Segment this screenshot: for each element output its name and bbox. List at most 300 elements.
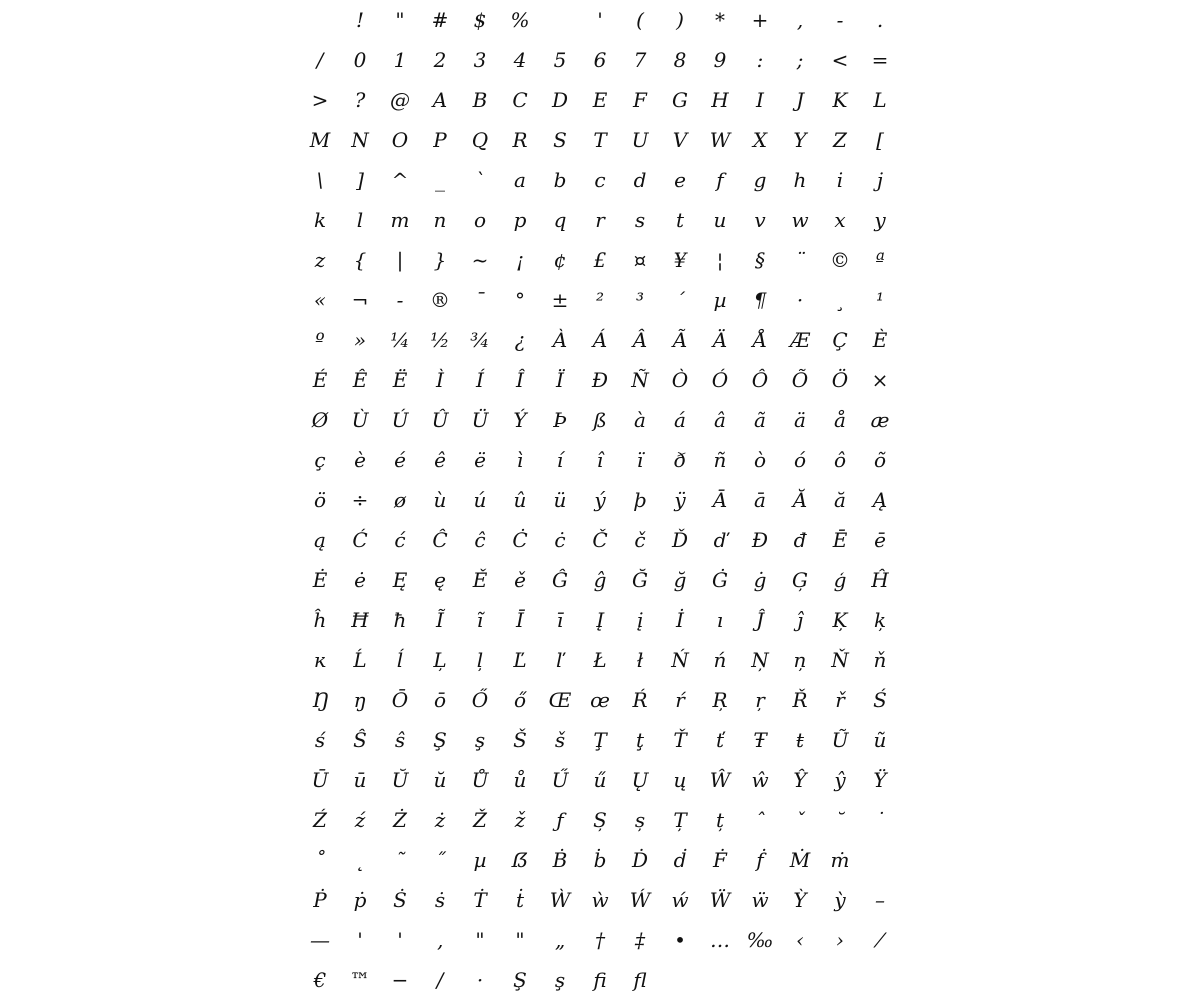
glyph-cell: ¿ (514, 328, 526, 352)
glyph-cell: M (309, 128, 331, 152)
glyph-cell: 5 (553, 48, 567, 72)
glyph-cell: ˘ (835, 808, 845, 832)
glyph-cell: ć (394, 528, 406, 552)
glyph-cell: m (390, 208, 410, 232)
glyph-cell: Ħ (351, 608, 369, 632)
glyph-cell: ' (597, 8, 603, 32)
glyph-cell: Õ (791, 368, 809, 392)
glyph-cell: » (353, 328, 367, 352)
glyph-cell: O (391, 128, 409, 152)
glyph-cell: Ř (792, 688, 808, 712)
glyph-cell: ½ (430, 328, 450, 352)
glyph-cell: r (595, 208, 605, 232)
glyph-cell: / (316, 48, 324, 72)
glyph-cell: Î (516, 368, 524, 392)
glyph-cell: 8 (673, 48, 687, 72)
glyph-cell: - (836, 8, 844, 32)
glyph-cell: ¡ (515, 248, 525, 272)
glyph-cell: ˝ (435, 848, 445, 872)
glyph-cell: å (834, 408, 846, 432)
glyph-cell: _ (435, 168, 445, 192)
glyph-cell: Ú (391, 408, 409, 432)
glyph-cell: Ẃ (629, 888, 651, 912)
glyph-cell: , (796, 8, 804, 32)
glyph-cell: b (553, 168, 567, 192)
glyph-cell: Ņ (751, 648, 769, 672)
glyph-cell: à (634, 408, 646, 432)
glyph-cell: ¸ (835, 288, 845, 312)
glyph-cell: " (395, 8, 405, 32)
glyph-cell: û (513, 488, 527, 512)
glyph-cell: ţ (635, 728, 645, 752)
glyph-cell: ž (514, 808, 526, 832)
glyph-cell: Ý (513, 408, 527, 432)
glyph-cell: Ś (873, 688, 887, 712)
glyph-cell: Ț (673, 808, 687, 832)
glyph-cell: ‡ (635, 928, 645, 952)
glyph-cell: ™ (350, 968, 370, 992)
glyph-cell: ( (636, 8, 644, 32)
glyph-cell: ń (713, 648, 727, 672)
glyph-cell: ˜ (395, 848, 405, 872)
glyph-cell: F (633, 88, 647, 112)
glyph-cell: ě (514, 568, 526, 592)
glyph-cell: ť (715, 728, 725, 752)
glyph-cell: ĉ (474, 528, 486, 552)
glyph-cell: Ĩ (436, 608, 444, 632)
glyph-cell: ẃ (671, 888, 689, 912)
glyph-cell: · (796, 288, 804, 312)
glyph-cell: µ (473, 848, 487, 872)
glyph-cell: . (876, 8, 884, 32)
glyph-cell: Á (592, 328, 608, 352)
glyph-cell: ḃ (593, 848, 607, 872)
glyph-cell: Æ (789, 328, 811, 352)
glyph-cell: Ö (831, 368, 849, 392)
glyph-cell: Q (471, 128, 489, 152)
glyph-cell: 7 (633, 48, 647, 72)
glyph-cell: Ā (712, 488, 728, 512)
glyph-cell: ũ (873, 728, 887, 752)
glyph-cell: ĝ (593, 568, 607, 592)
glyph-cell: ¯ (475, 288, 485, 312)
glyph-cell: è (354, 448, 366, 472)
glyph-cell: ƒ (556, 808, 564, 832)
glyph-cell: | (396, 248, 404, 272)
glyph-cell: Ė (312, 568, 328, 592)
glyph-cell: ¨ (795, 248, 805, 272)
glyph-cell: ħ (393, 608, 407, 632)
glyph-cell: « (313, 288, 327, 312)
glyph-cell: þ (633, 488, 647, 512)
glyph-cell: ā (754, 488, 766, 512)
glyph-cell: ŧ (795, 728, 805, 752)
glyph-cell: q (553, 208, 567, 232)
glyph-cell: Ó (711, 368, 729, 392)
glyph-cell: ö (313, 488, 327, 512)
glyph-cell: \ (316, 168, 324, 192)
glyph-cell: v (754, 208, 766, 232)
glyph-cell: + (751, 8, 769, 32)
glyph-cell: č (634, 528, 646, 552)
glyph-cell: − (391, 968, 409, 992)
glyph-cell: ō (433, 688, 447, 712)
glyph-cell: u (713, 208, 727, 232)
glyph-cell: ﬂ (633, 968, 647, 992)
glyph-cell: Ṁ (789, 848, 811, 872)
glyph-cell: ū (353, 768, 367, 792)
glyph-cell: ļ (476, 648, 484, 672)
glyph-cell: İ (676, 608, 684, 632)
glyph-cell: µ (713, 288, 727, 312)
glyph-cell: Ē (832, 528, 848, 552)
glyph-cell: é (394, 448, 406, 472)
glyph-cell: Ş (513, 968, 527, 992)
glyph-cell: ş (474, 728, 486, 752)
glyph-cell: đ (793, 528, 807, 552)
glyph-cell: Ø (311, 408, 329, 432)
glyph-cell: } (433, 248, 447, 272)
glyph-cell: Ě (472, 568, 488, 592)
glyph-cell: Ġ (712, 568, 728, 592)
glyph-cell: € (313, 968, 327, 992)
glyph-cell: D (551, 88, 569, 112)
glyph-cell (300, 0, 340, 40)
glyph-cell: â (714, 408, 726, 432)
glyph-cell: 6 (593, 48, 607, 72)
glyph-cell: ¹ (875, 288, 885, 312)
glyph-cell: E (592, 88, 608, 112)
glyph-grid (300, 0, 900, 1000)
glyph-cell: º (315, 328, 325, 352)
glyph-cell: Ô (751, 368, 769, 392)
glyph-cell: Ș (593, 808, 607, 832)
glyph-cell: ® (430, 288, 450, 312)
glyph-cell: Ą (872, 488, 888, 512)
glyph-cell: ð (673, 448, 687, 472)
glyph-cell: Ÿ (873, 768, 887, 792)
glyph-cell: õ (873, 448, 887, 472)
glyph-cell: t (675, 208, 685, 232)
glyph-cell: 2 (433, 48, 447, 72)
glyph-cell: È (872, 328, 888, 352)
glyph-cell: f (716, 168, 724, 192)
glyph-cell: Č (592, 528, 608, 552)
glyph-cell: ĩ (476, 608, 484, 632)
glyph-cell: ¥ (673, 248, 687, 272)
glyph-cell: Ş (433, 728, 447, 752)
glyph-cell: j (876, 168, 884, 192)
glyph-cell: Ŕ (632, 688, 648, 712)
glyph-cell: ŵ (751, 768, 769, 792)
glyph-cell: Ŝ (353, 728, 367, 752)
glyph-cell: L (873, 88, 887, 112)
glyph-cell: ĵ (796, 608, 804, 632)
glyph-cell: * (715, 8, 725, 32)
glyph-cell: ! (355, 8, 365, 32)
glyph-cell: ‹ (796, 928, 804, 952)
glyph-cell: ô (833, 448, 847, 472)
glyph-cell: Ĝ (552, 568, 568, 592)
glyph-cell: Ź (313, 808, 327, 832)
glyph-cell: ī (556, 608, 564, 632)
glyph-cell: Ẅ (709, 888, 731, 912)
glyph-cell: ģ (833, 568, 847, 592)
glyph-cell: k (313, 208, 327, 232)
glyph-cell: Ŷ (793, 768, 807, 792)
glyph-cell: Å (752, 328, 768, 352)
glyph-cell: Ṗ (313, 888, 327, 912)
glyph-cell: ḋ (673, 848, 687, 872)
glyph-cell: ² (595, 288, 605, 312)
glyph-cell: ß (593, 408, 607, 432)
glyph-cell: £ (593, 248, 607, 272)
glyph-cell: 9 (713, 48, 727, 72)
glyph-cell: n (433, 208, 447, 232)
glyph-cell: ∕ (436, 968, 444, 992)
glyph-cell: R (512, 128, 528, 152)
glyph-cell: ț (715, 808, 725, 832)
glyph-cell: Û (431, 408, 449, 432)
glyph-cell: ` (475, 168, 485, 192)
glyph-cell: I (756, 88, 764, 112)
glyph-cell: Ų (631, 768, 649, 792)
glyph-cell: Ę (392, 568, 408, 592)
glyph-cell: ẁ (591, 888, 609, 912)
glyph-cell: į (636, 608, 644, 632)
glyph-cell: ă (834, 488, 846, 512)
glyph-cell: ş (554, 968, 566, 992)
glyph-cell: ¶ (753, 288, 767, 312)
glyph-cell: 1 (393, 48, 407, 72)
glyph-cell: ď (713, 528, 727, 552)
glyph-cell: ä (794, 408, 806, 432)
glyph-cell: ¦ (716, 248, 724, 272)
glyph-cell: ṁ (830, 848, 850, 872)
glyph-cell: J (795, 88, 805, 112)
glyph-cell: Ĵ (755, 608, 765, 632)
glyph-cell: ğ (673, 568, 687, 592)
glyph-cell: ¢ (553, 248, 567, 272)
glyph-cell: Ê (352, 368, 368, 392)
glyph-cell: ŭ (433, 768, 447, 792)
glyph-cell: P (433, 128, 447, 152)
glyph-cell: î (596, 448, 604, 472)
glyph-cell: ⁄ (878, 928, 882, 952)
glyph-cell: æ (870, 408, 890, 432)
glyph-cell: 0 (353, 48, 367, 72)
glyph-cell: ű (593, 768, 607, 792)
glyph-cell: a (514, 168, 526, 192)
glyph-cell: # (431, 8, 449, 32)
glyph-cell: ñ (713, 448, 727, 472)
glyph-cell: í (556, 448, 564, 472)
glyph-cell: Ć (352, 528, 368, 552)
glyph-cell: ^ (391, 168, 409, 192)
glyph-cell: ˇ (795, 808, 805, 832)
glyph-cell: Z (833, 128, 847, 152)
glyph-cell: Â (632, 328, 648, 352)
glyph-cell: ú (473, 488, 487, 512)
glyph-cell: ï (636, 448, 644, 472)
glyph-cell: ÿ (674, 488, 686, 512)
glyph-cell: : (756, 48, 764, 72)
glyph-cell: ŝ (394, 728, 406, 752)
glyph-cell: " (475, 928, 485, 952)
glyph-cell: ḟ (756, 848, 764, 872)
glyph-cell: ę (434, 568, 446, 592)
glyph-cell: B (472, 88, 488, 112)
glyph-cell: y (874, 208, 886, 232)
glyph-cell: ņ (793, 648, 807, 672)
glyph-cell: ] (356, 168, 364, 192)
glyph-cell: Į (596, 608, 604, 632)
glyph-cell: ó (793, 448, 807, 472)
glyph-cell: V (672, 128, 688, 152)
glyph-cell: s (634, 208, 646, 232)
glyph-cell: ġ (753, 568, 767, 592)
glyph-sheet (300, 0, 900, 1000)
glyph-cell: ŋ (353, 688, 367, 712)
glyph-cell: < (831, 48, 849, 72)
glyph-cell: ± (551, 288, 569, 312)
glyph-cell: Ļ (433, 648, 447, 672)
glyph-cell: · (476, 968, 484, 992)
glyph-cell: ´ (675, 288, 685, 312)
glyph-cell: ê (434, 448, 446, 472)
glyph-cell: Ċ (512, 528, 528, 552)
glyph-cell: Ë (392, 368, 408, 392)
glyph-cell: ü (553, 488, 567, 512)
glyph-cell: ' (357, 928, 363, 952)
glyph-cell: ; (796, 48, 804, 72)
glyph-cell: ÷ (351, 488, 369, 512)
glyph-cell: ª (875, 248, 885, 272)
glyph-cell: G (672, 88, 688, 112)
glyph-cell: ŷ (834, 768, 846, 792)
glyph-cell: - (396, 288, 404, 312)
glyph-cell: ẞ (511, 848, 529, 872)
glyph-cell: Ž (473, 808, 487, 832)
glyph-cell: Ō (391, 688, 409, 712)
glyph-cell: ľ (555, 648, 564, 672)
glyph-cell: ﬁ (593, 968, 607, 992)
glyph-cell: Ő (471, 688, 489, 712)
glyph-cell: Ä (712, 328, 728, 352)
glyph-cell: Ĺ (353, 648, 367, 672)
glyph-cell: œ (590, 688, 610, 712)
glyph-cell: ý (594, 488, 606, 512)
glyph-cell: › (836, 928, 844, 952)
glyph-cell: @ (390, 88, 410, 112)
glyph-cell: ¼ (390, 328, 410, 352)
glyph-cell: Ŋ (311, 688, 329, 712)
glyph-cell: © (830, 248, 850, 272)
glyph-cell: ¬ (351, 288, 369, 312)
glyph-cell: ‰ (746, 928, 774, 952)
glyph-cell: á (674, 408, 686, 432)
glyph-cell: " (515, 928, 525, 952)
glyph-cell: ů (513, 768, 527, 792)
glyph-cell: Ď (671, 528, 689, 552)
glyph-cell: l (356, 208, 364, 232)
glyph-cell: K (832, 88, 848, 112)
glyph-cell: Ŭ (391, 768, 409, 792)
glyph-cell: ° (515, 288, 525, 312)
glyph-cell: ș (634, 808, 646, 832)
glyph-cell: „ (554, 928, 566, 952)
glyph-cell: ċ (554, 528, 566, 552)
glyph-cell: 4 (513, 48, 527, 72)
glyph-cell: ı (716, 608, 724, 632)
glyph-cell: ¾ (470, 328, 490, 352)
glyph-cell: o (473, 208, 487, 232)
glyph-cell: e (674, 168, 686, 192)
glyph-cell: Ì (436, 368, 444, 392)
glyph-cell: ő (513, 688, 527, 712)
glyph-cell: – (875, 888, 885, 912)
glyph-cell: ˛ (355, 848, 365, 872)
glyph-cell: Ğ (632, 568, 648, 592)
glyph-cell: ẅ (751, 888, 769, 912)
glyph-cell: š (554, 728, 566, 752)
glyph-cell: Ķ (832, 608, 848, 632)
glyph-cell: X (752, 128, 768, 152)
glyph-cell: ų (673, 768, 687, 792)
glyph-cell: ˆ (755, 808, 765, 832)
glyph-cell: ř (835, 688, 845, 712)
glyph-cell: Þ (553, 408, 567, 432)
glyph-cell: × (871, 368, 889, 392)
glyph-cell: Ẁ (549, 888, 571, 912)
glyph-cell: — (310, 928, 330, 952)
glyph-cell: Ð (591, 368, 609, 392)
glyph-cell: C (512, 88, 528, 112)
glyph-cell: Ḃ (552, 848, 568, 872)
glyph-cell: Ŗ (712, 688, 728, 712)
glyph-cell: ł (636, 648, 644, 672)
glyph-cell: 3 (473, 48, 487, 72)
glyph-cell: Ă (792, 488, 808, 512)
glyph-cell: ~ (471, 248, 489, 272)
glyph-cell: Ľ (513, 648, 527, 672)
glyph-cell: Ť (673, 728, 687, 752)
glyph-cell: $ (473, 8, 487, 32)
glyph-cell: Ĉ (432, 528, 448, 552)
glyph-cell: ˚ (315, 848, 325, 872)
glyph-cell: ‚ (436, 928, 444, 952)
glyph-cell: ³ (635, 288, 645, 312)
glyph-cell: § (755, 248, 765, 272)
glyph-cell: w (791, 208, 809, 232)
glyph-cell: d (633, 168, 647, 192)
glyph-cell: Ł (593, 648, 607, 672)
glyph-cell: ą (314, 528, 326, 552)
glyph-cell: { (353, 248, 367, 272)
glyph-cell: c (594, 168, 606, 192)
glyph-cell: h (793, 168, 807, 192)
glyph-cell: • (674, 928, 686, 952)
glyph-cell: ĺ (396, 648, 404, 672)
glyph-cell: Ģ (792, 568, 808, 592)
glyph-cell: ? (354, 88, 366, 112)
glyph-cell: ķ (873, 608, 887, 632)
glyph-cell: Đ (751, 528, 769, 552)
glyph-cell: x (834, 208, 846, 232)
glyph-cell: i (836, 168, 844, 192)
glyph-cell: Ü (471, 408, 489, 432)
glyph-cell: Ỳ (793, 888, 807, 912)
